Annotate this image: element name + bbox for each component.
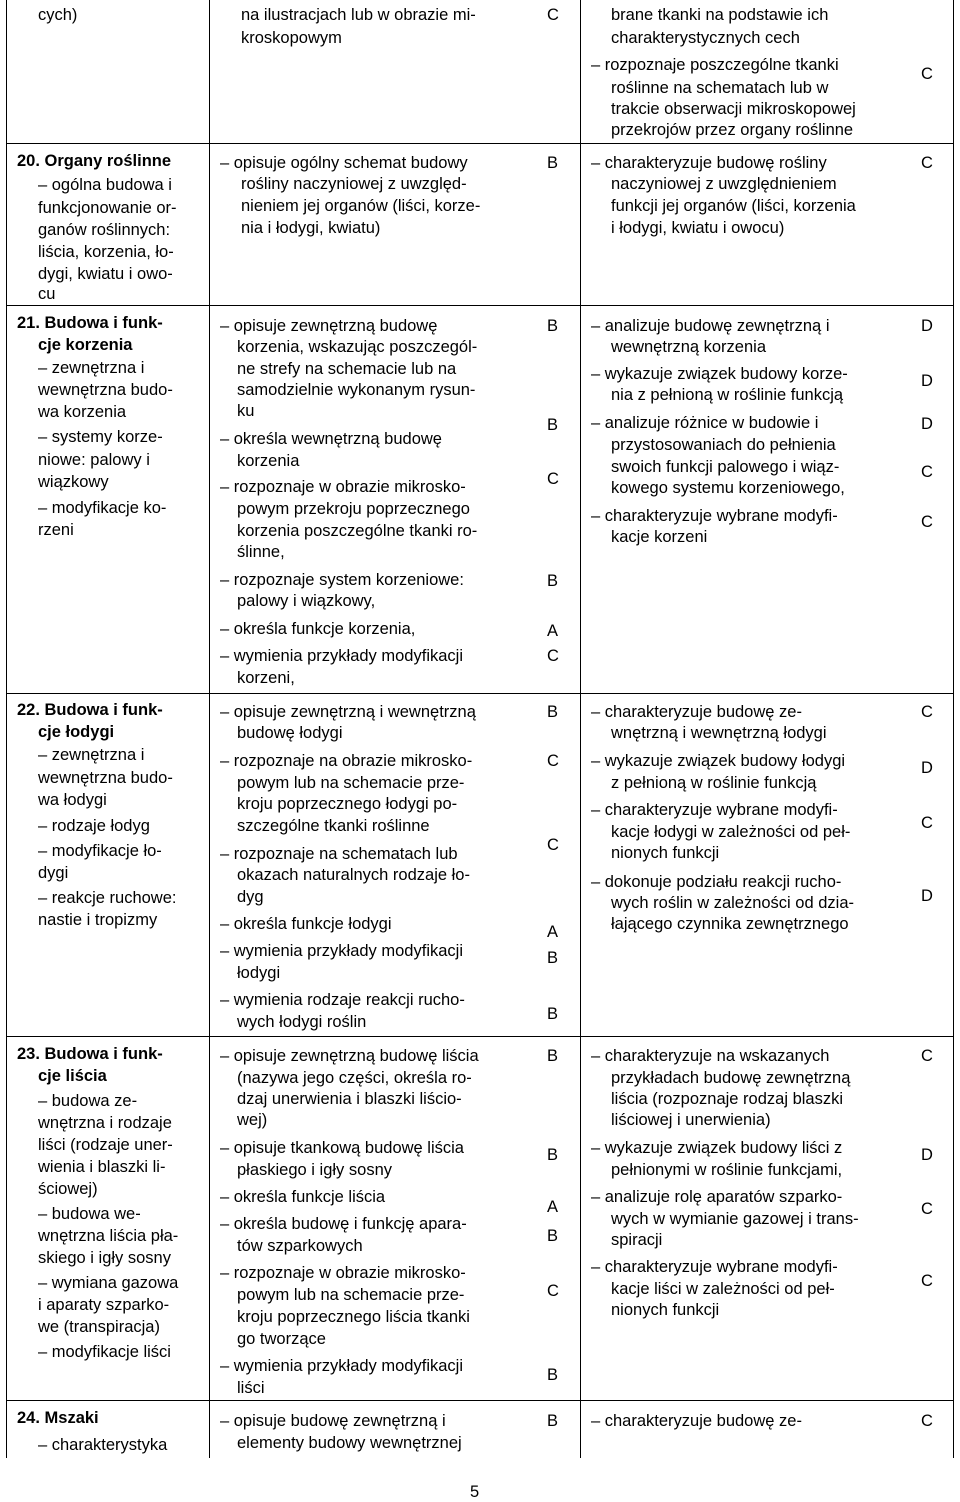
basic-requirement-line: – opisuje zewnętrzną i wewnętrzną [220,703,476,721]
basic-requirement-line: korzeni, [237,669,295,687]
topic-line: cych) [38,6,78,24]
topic-line: – budowa we- [38,1205,141,1223]
table-border-right [953,0,954,1458]
topic-line: nastie i tropizmy [38,911,158,929]
advanced-requirement-line: wnętrzną i wewnętrzną łodygi [611,724,827,742]
basic-requirement-line: (nazywa jego części, określa ro- [237,1069,472,1087]
topic-line: skiego i igły sosny [38,1249,171,1267]
topic-line: – ogólna budowa i [38,176,172,194]
basic-requirement-line: powym przekroju poprzecznego [237,500,470,518]
topic-line: i aparaty szparko- [38,1296,170,1314]
basic-requirement-line: na ilustracjach lub w obrazie mi- [241,6,476,24]
advanced-requirement-line: – analizuje różnice w budowie i [591,414,819,432]
topic-title: 23. Budowa i funk- [17,1045,163,1063]
topic-line: liścia, korzenia, ło- [38,243,174,261]
advanced-requirement-line: przykładach budowę zewnętrzną [611,1069,851,1087]
basic-requirement-line: samodzielnie wykonanym rysun- [237,381,476,399]
basic-requirement-line: go tworzące [237,1330,326,1348]
basic-requirement-line: ku [237,402,255,420]
basic-requirement-line: – rozpoznaje w obrazie mikrosko- [220,1264,466,1282]
column-divider [580,0,581,1458]
advanced-requirement-line: – charakteryzuje budowę ze- [591,1412,802,1430]
topic-line: ganów roślinnych: [38,221,171,239]
advanced-requirement-line: kowego systemu korzeniowego, [611,479,845,497]
basic-requirement-line: korzenia poszczególne tkanki ro- [237,522,478,540]
grade-letter: C [547,836,559,854]
advanced-requirement-line: charakterystycznych cech [611,29,800,47]
row-divider [6,143,954,144]
basic-requirement-line: – rozpoznaje na schematach lub [220,845,458,863]
advanced-requirement-line: kacje korzeni [611,528,708,546]
advanced-requirement-line: – charakteryzuje na wskazanych [591,1047,830,1065]
grade-letter: C [547,470,559,488]
advanced-requirement-line: roślinne na schematach lub w [611,79,829,97]
basic-requirement-line: – rozpoznaje system korzeniowe: [220,571,464,589]
topic-line: cu [38,285,56,303]
grade-letter: D [921,372,933,390]
basic-requirement-line: tów szparkowych [237,1237,363,1255]
advanced-requirement-line: – wykazuje związek budowy korze- [591,365,848,383]
grade-letter: C [547,752,559,770]
basic-requirement-line: kroju poprzecznego łodygi po- [237,795,458,813]
grade-letter: B [547,317,559,335]
advanced-requirement-line: funkcji jej organów (liści, korzenia [611,197,856,215]
grade-letter: C [921,1200,933,1218]
advanced-requirement-line: – dokonuje podziału reakcji rucho- [591,873,842,891]
topic-line: funkcjonowanie or- [38,199,177,217]
basic-requirement-line: rośliny naczyniowej z uwzględ- [241,175,467,193]
basic-requirement-line: palowy i wiązkowy, [237,592,376,610]
advanced-requirement-line: – analizuje budowę zewnętrzną i [591,317,830,335]
advanced-requirement-line: wewnętrzną korzenia [611,338,766,356]
basic-requirement-line: nia i łodygi, kwiatu) [241,219,381,237]
advanced-requirement-line: swoich funkcji palowego i wiąz- [611,458,840,476]
basic-requirement-line: okazach naturalnych rodzaje ło- [237,866,470,884]
advanced-requirement-line: brane tkanki na podstawie ich [611,6,829,24]
grade-letter: C [547,1282,559,1300]
topic-line: – zewnętrzna i [38,359,145,377]
topic-line: wewnętrzna budo- [38,381,173,399]
grade-letter: C [921,1272,933,1290]
advanced-requirement-line: naczyniowej z uwzględnieniem [611,175,837,193]
basic-requirement-line: – wymienia przykłady modyfikacji [220,1357,463,1375]
grade-letter: C [921,814,933,832]
advanced-requirement-line: pełnionymi w roślinie funkcjami, [611,1161,843,1179]
grade-letter: B [547,703,559,721]
grade-letter: C [921,703,933,721]
advanced-requirement-line: nionych funkcji [611,1301,720,1319]
advanced-requirement-line: – wykazuje związek budowy łodygi [591,752,846,770]
grade-letter: D [921,317,933,335]
grade-letter: B [547,416,559,434]
grade-letter: C [921,513,933,531]
topic-line: niowe: palowy i [38,451,150,469]
basic-requirement-line: – wymienia przykłady modyfikacji [220,647,463,665]
topic-line: rzeni [38,521,74,539]
grade-letter: B [547,1047,559,1065]
page-number: 5 [470,1483,480,1501]
column-divider [209,0,210,1458]
advanced-requirement-line: – rozpoznaje poszczególne tkanki [591,56,839,74]
basic-requirement-line: liści [237,1379,265,1397]
topic-line: ściowej) [38,1180,98,1198]
grade-letter: B [547,1227,559,1245]
topic-line: – modyfikacje ło- [38,842,162,860]
topic-line: – systemy korze- [38,428,163,446]
row-divider [6,1400,954,1401]
basic-requirement-line: dyg [237,888,264,906]
basic-requirement-line: wych łodygi roślin [237,1013,367,1031]
basic-requirement-line: – określa budowę i funkcję apara- [220,1215,467,1233]
advanced-requirement-line: – charakteryzuje wybrane modyfi- [591,801,838,819]
topic-line: wa korzenia [38,403,127,421]
grade-letter: B [547,949,559,967]
basic-requirement-line: – rozpoznaje na obrazie mikrosko- [220,752,473,770]
advanced-requirement-line: – charakteryzuje budowę rośliny [591,154,827,172]
advanced-requirement-line: liścia (rozpoznaje rodzaj blaszki [611,1090,844,1108]
advanced-requirement-line: przekrojów przez organy roślinne [611,121,854,139]
grade-letter: C [921,154,933,172]
basic-requirement-line: szczególne tkanki roślinne [237,817,430,835]
topic-title: 24. Mszaki [17,1409,99,1427]
grade-letter: B [547,1146,559,1164]
advanced-requirement-line: – charakteryzuje wybrane modyfi- [591,1258,838,1276]
grade-letter: B [547,1366,559,1384]
row-divider [6,693,954,694]
topic-line: dygi, kwiatu i owo- [38,265,173,283]
topic-line: – wymiana gazowa [38,1274,179,1292]
topic-title: 21. Budowa i funk- [17,314,163,332]
basic-requirement-line: – rozpoznaje w obrazie mikrosko- [220,478,466,496]
row-divider [6,1036,954,1037]
topic-line: – reakcje ruchowe: [38,889,177,907]
basic-requirement-line: powym lub na schemacie prze- [237,774,465,792]
grade-letter: B [547,154,559,172]
row-divider [6,305,954,306]
basic-requirement-line: – wymienia przykłady modyfikacji [220,942,463,960]
grade-letter: B [547,1005,559,1023]
basic-requirement-line: ne strefy na schemacie lub na [237,360,457,378]
basic-requirement-line: – wymienia rodzaje reakcji rucho- [220,991,465,1009]
advanced-requirement-line: wych roślin w zależności od dzia- [611,894,855,912]
advanced-requirement-line: wych w wymianie gazowej i trans- [611,1210,859,1228]
topic-title: cje korzenia [38,336,133,354]
advanced-requirement-line: przystosowaniach do pełnienia [611,436,836,454]
grade-letter: C [921,65,933,83]
basic-requirement-line: budowę łodygi [237,724,343,742]
basic-requirement-line: dzaj unerwienia i blaszki liścio- [237,1090,462,1108]
basic-requirement-line: ślinne, [237,543,285,561]
grade-letter: B [547,572,559,590]
basic-requirement-line: – opisuje zewnętrzną budowę liścia [220,1047,479,1065]
topic-line: we (transpiracja) [38,1318,160,1336]
topic-line: wewnętrzna budo- [38,769,173,787]
topic-line: – zewnętrzna i [38,746,145,764]
grade-letter: A [547,923,559,941]
grade-letter: A [547,1198,559,1216]
basic-requirement-line: korzenia [237,452,300,470]
grade-letter: D [921,415,933,433]
advanced-requirement-line: kacje liści w zależności od peł- [611,1280,835,1298]
topic-line: dygi [38,864,69,882]
advanced-requirement-line: nionych funkcji [611,844,720,862]
basic-requirement-line: łodygi [237,964,281,982]
grade-letter: C [921,1412,933,1430]
topic-line: liści (rodzaje uner- [38,1136,173,1154]
grade-letter: C [547,647,559,665]
advanced-requirement-line: kacje łodygi w zależności od peł- [611,823,851,841]
grade-letter: C [547,6,559,24]
basic-requirement-line: elementy budowy wewnętrznej [237,1434,462,1452]
basic-requirement-line: – określa funkcje łodygi [220,915,392,933]
basic-requirement-line: powym lub na schemacie prze- [237,1286,465,1304]
topic-title: cje łodygi [38,723,115,741]
grade-letter: D [921,759,933,777]
grade-letter: B [547,1412,559,1430]
advanced-requirement-line: spiracji [611,1231,663,1249]
advanced-requirement-line: – wykazuje związek budowy liści z [591,1139,843,1157]
topic-line: – charakterystyka [38,1436,168,1454]
topic-line: – budowa ze- [38,1092,138,1110]
basic-requirement-line: – określa funkcje korzenia, [220,620,416,638]
basic-requirement-line: – opisuje zewnętrzną budowę [220,317,438,335]
topic-line: – modyfikacje ko- [38,499,167,517]
basic-requirement-line: – opisuje tkankową budowę liścia [220,1139,464,1157]
advanced-requirement-line: nia z pełnioną w roślinie funkcją [611,386,844,404]
advanced-requirement-line: z pełnioną w roślinie funkcją [611,774,817,792]
advanced-requirement-line: łającego czynnika zewnętrznego [611,915,849,933]
advanced-requirement-line: trakcie obserwacji mikroskopowej [611,100,856,118]
topic-line: wienia i blaszki li- [38,1158,166,1176]
topic-line: – rodzaje łodyg [38,817,150,835]
advanced-requirement-line: – analizuje rolę aparatów szparko- [591,1188,843,1206]
basic-requirement-line: – opisuje budowę zewnętrzną i [220,1412,446,1430]
topic-line: wnętrzna i rodzaje [38,1114,172,1132]
basic-requirement-line: kroju poprzecznego liścia tkanki [237,1308,470,1326]
basic-requirement-line: – określa wewnętrzną budowę [220,430,442,448]
topic-title: 20. Organy roślinne [17,152,172,170]
topic-line: – modyfikacje liści [38,1343,171,1361]
topic-title: 22. Budowa i funk- [17,701,163,719]
grade-letter: C [921,463,933,481]
grade-letter: D [921,887,933,905]
grade-letter: A [547,622,559,640]
advanced-requirement-line: liściowej i unerwienia) [611,1111,771,1129]
topic-line: wnętrzna liścia pła- [38,1227,179,1245]
basic-requirement-line: korzenia, wskazując poszczegól- [237,338,478,356]
topic-line: wiązkowy [38,473,109,491]
grade-letter: C [921,1047,933,1065]
grade-letter: D [921,1146,933,1164]
basic-requirement-line: wej) [237,1111,268,1129]
basic-requirement-line: płaskiego i igły sosny [237,1161,392,1179]
basic-requirement-line: nieniem jej organów (liści, korze- [241,197,481,215]
advanced-requirement-line: i łodygi, kwiatu i owocu) [611,219,785,237]
advanced-requirement-line: – charakteryzuje budowę ze- [591,703,802,721]
table-border-left [6,0,7,1458]
advanced-requirement-line: – charakteryzuje wybrane modyfi- [591,507,838,525]
basic-requirement-line: – opisuje ogólny schemat budowy [220,154,468,172]
basic-requirement-line: kroskopowym [241,29,342,47]
topic-title: cje liścia [38,1067,107,1085]
topic-line: wa łodygi [38,791,107,809]
basic-requirement-line: – określa funkcje liścia [220,1188,386,1206]
